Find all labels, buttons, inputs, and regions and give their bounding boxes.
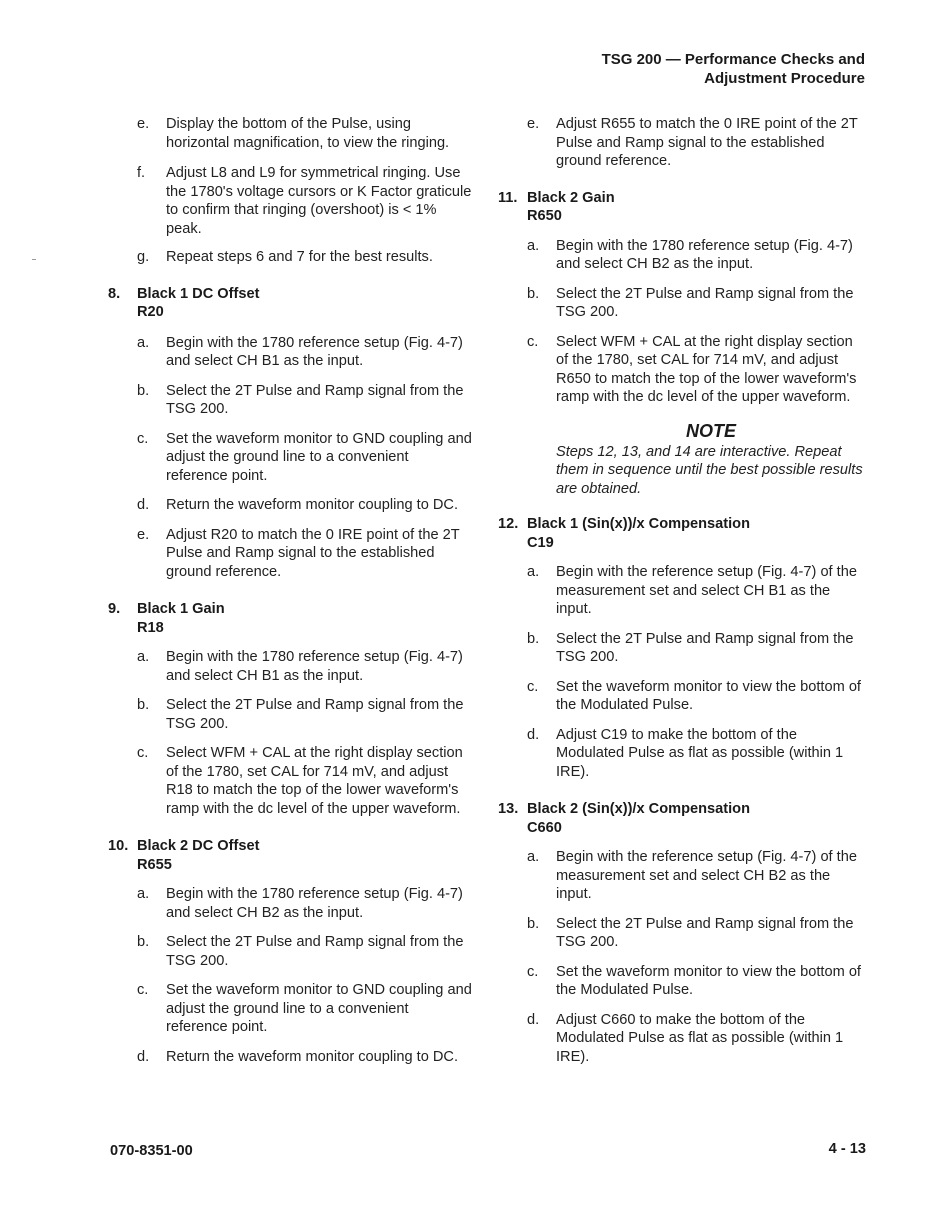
step-text: Set the waveform monitor to GND coupling and adjust the ground line to a convenient reference point. — [166, 430, 472, 484]
header-line-2: Adjustment Procedure — [704, 70, 865, 87]
step-13d — [498, 1011, 866, 1067]
step-text: Adjust C660 to make the bottom of the Modulated Pulse as flat as possible (within 1 IRE). — [556, 1011, 844, 1065]
step-letter: b. — [137, 934, 150, 950]
step-text: Select the 2T Pulse and Ramp signal from the TSG 200. — [166, 697, 464, 732]
section-9-title — [108, 600, 474, 637]
section-component: C19 — [527, 534, 554, 551]
step-8a — [108, 334, 474, 371]
section-heading: Black 2 DC Offset — [137, 838, 260, 854]
step-11a — [498, 237, 866, 274]
step-text: Select the 2T Pulse and Ramp signal from the TSG 200. — [556, 285, 854, 320]
step-letter: e. — [527, 116, 540, 132]
step-text: Begin with the 1780 reference setup (Fig. 4-7) and select CH B2 as the input. — [556, 237, 853, 272]
section-heading: Black 2 Gain — [527, 189, 615, 206]
step-letter: e. — [137, 116, 150, 132]
section-number: 11. — [498, 189, 518, 206]
section-number: 13. — [498, 801, 519, 817]
step-12d — [498, 726, 866, 782]
step-12a — [498, 563, 866, 619]
step-letter: c. — [527, 678, 539, 695]
step-9b — [108, 696, 474, 733]
scan-mark — [32, 259, 36, 260]
step-8c — [108, 430, 474, 486]
step-letter: c. — [527, 333, 539, 350]
section-component: R655 — [137, 856, 172, 873]
page-header — [602, 50, 865, 88]
step-7f — [108, 164, 474, 238]
step-8d — [108, 496, 474, 515]
step-letter: g. — [137, 249, 150, 265]
section-heading: Black 1 Gain — [137, 601, 225, 617]
step-text: Adjust L8 and L9 for symmetrical ringing. Use the 1780's voltage cursors or K Factor graticule to confirm that ringing (overshoot) is < 1% peak. — [166, 165, 472, 237]
section-11-title — [498, 189, 866, 226]
step-letter: c. — [137, 982, 149, 998]
step-13a — [498, 848, 866, 904]
step-text: Select WFM + CAL at the right display section of the 1780, set CAL for 714 mV, and adjust R18 to match the top of the lower waveform's ramp with the dc level of the upper waveform. — [166, 745, 463, 817]
section-heading: Black 2 (Sin(x))/x Compensation — [527, 801, 751, 817]
section-12-title — [498, 515, 866, 552]
step-8e — [108, 526, 474, 582]
step-7e — [108, 115, 474, 152]
section-heading: Black 1 DC Offset — [137, 285, 260, 302]
step-11b — [498, 285, 866, 322]
section-component: C660 — [527, 819, 562, 836]
section-number: 12. — [498, 516, 519, 532]
step-text: Select WFM + CAL at the right display section of the 1780, set CAL for 714 mV, and adjust R650 to match the top of the lower waveform's ramp with the dc level of the upper waveform. — [556, 333, 857, 405]
step-text: Return the waveform monitor coupling to DC. — [166, 497, 459, 513]
step-9a — [108, 648, 474, 685]
step-13c — [498, 963, 866, 1000]
step-text: Select the 2T Pulse and Ramp signal from the TSG 200. — [556, 630, 854, 665]
step-letter: e. — [137, 526, 150, 543]
step-letter: a. — [527, 237, 540, 254]
step-text: Begin with the reference setup (Fig. 4-7) of the measurement set and select CH B2 as the input. — [556, 849, 857, 902]
step-letter: d. — [137, 497, 150, 513]
step-letter: a. — [137, 649, 150, 665]
step-letter: c. — [137, 430, 149, 447]
step-letter: b. — [527, 285, 540, 302]
step-10d — [108, 1048, 474, 1067]
step-10c — [108, 981, 474, 1037]
note-text: Steps 12, 13, and 14 are interactive. Repeat them in sequence until the best possible results are obtained. — [556, 443, 863, 497]
section-number: 8. — [108, 285, 121, 302]
step-12c — [498, 678, 866, 715]
step-text: Select the 2T Pulse and Ramp signal from the TSG 200. — [166, 382, 464, 417]
step-letter: d. — [137, 1048, 150, 1065]
section-component: R20 — [137, 304, 164, 320]
step-text: Begin with the reference setup (Fig. 4-7) of the measurement set and select CH B1 as the input. — [556, 564, 857, 617]
right-column — [498, 115, 866, 1066]
section-component: R650 — [527, 208, 562, 224]
step-text: Set the waveform monitor to GND coupling and adjust the ground line to a convenient reference point. — [166, 982, 472, 1035]
step-12b — [498, 630, 866, 667]
step-text: Adjust C19 to make the bottom of the Modulated Pulse as flat as possible (within 1 IRE). — [556, 726, 844, 780]
step-10b — [108, 933, 474, 970]
step-11c — [498, 333, 866, 407]
page-number: 4 - 13 — [828, 1141, 866, 1157]
step-text: Adjust R20 to match the 0 IRE point of the 2T Pulse and Ramp signal to the established ground reference. — [166, 526, 460, 580]
step-10e — [498, 115, 866, 171]
step-8b — [108, 382, 474, 419]
document-number: 070-8351-00 — [110, 1143, 193, 1159]
section-number: 10. — [108, 838, 129, 854]
step-text: Return the waveform monitor coupling to DC. — [166, 1048, 459, 1065]
step-letter: a. — [137, 334, 150, 351]
section-10-title — [108, 837, 474, 874]
section-heading: Black 1 (Sin(x))/x Compensation — [527, 516, 751, 532]
step-letter: b. — [137, 697, 150, 713]
step-letter: b. — [527, 630, 540, 647]
section-number: 9. — [108, 601, 121, 617]
section-component: R18 — [137, 619, 164, 636]
step-letter: b. — [527, 915, 540, 932]
step-9c — [108, 744, 474, 818]
step-text: Begin with the 1780 reference setup (Fig. 4-7) and select CH B1 as the input. — [166, 334, 463, 369]
step-letter: d. — [527, 1011, 540, 1028]
step-letter: d. — [527, 726, 540, 743]
step-10a — [108, 885, 474, 922]
step-text: Set the waveform monitor to view the bottom of the Modulated Pulse. — [556, 678, 861, 713]
step-letter: b. — [137, 382, 150, 399]
header-line-1: TSG 200 — Performance Checks and — [601, 51, 865, 68]
step-letter: a. — [527, 849, 540, 865]
section-13-title — [498, 800, 866, 837]
step-text: Repeat steps 6 and 7 for the best results. — [166, 249, 433, 265]
step-13b — [498, 915, 866, 952]
section-8-title — [108, 285, 474, 322]
step-letter: a. — [137, 886, 150, 902]
step-text: Begin with the 1780 reference setup (Fig. 4-7) and select CH B2 as the input. — [166, 886, 463, 921]
step-text: Set the waveform monitor to view the bottom of the Modulated Pulse. — [556, 963, 861, 998]
step-7g — [108, 248, 474, 267]
left-column — [108, 115, 474, 1066]
step-letter: c. — [527, 963, 539, 980]
step-letter: c. — [137, 745, 149, 761]
step-letter: f. — [137, 165, 146, 181]
step-letter: a. — [527, 564, 540, 580]
step-text: Select the 2T Pulse and Ramp signal from the TSG 200. — [556, 915, 854, 950]
note-title: NOTE — [685, 420, 736, 441]
step-text: Select the 2T Pulse and Ramp signal from the TSG 200. — [166, 934, 464, 969]
step-text: Adjust R655 to match the 0 IRE point of the 2T Pulse and Ramp signal to the established ground reference. — [556, 116, 858, 169]
step-text: Display the bottom of the Pulse, using horizontal magnification, to view the ringing. — [166, 116, 450, 151]
step-text: Begin with the 1780 reference setup (Fig. 4-7) and select CH B1 as the input. — [166, 649, 463, 684]
